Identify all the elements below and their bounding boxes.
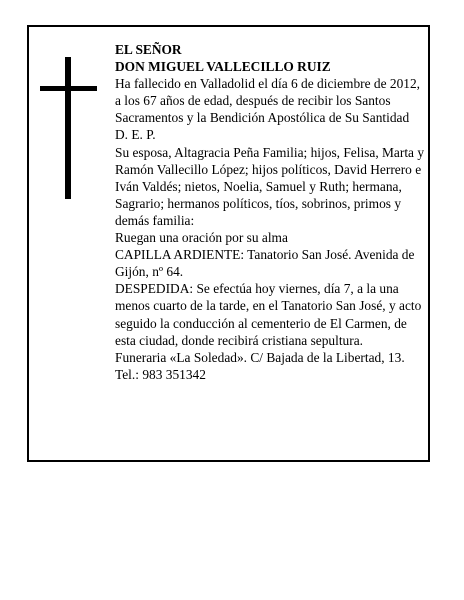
notice-title: EL SEÑOR (115, 42, 182, 57)
prayer-request: Ruegan una oración por su alma (115, 230, 288, 246)
cross-horizontal-bar (40, 86, 97, 91)
notice-text (115, 41, 425, 383)
cross-vertical-bar (65, 57, 71, 199)
rest-in-peace: D. E. P. (115, 127, 156, 143)
death-announcement: Ha fallecido en Valladolid el día 6 de diciembre de 2012, a los 67 años de edad, después de recibir los Santos Sacramentos y la Bendición Apostólica de Su Santidad (115, 76, 421, 126)
cross-icon (29, 27, 89, 227)
family-list: Su esposa, Altagracia Peña Familia; hijos, Felisa, Marta y Ramón Vallecillo López; hijos políticos, David Herrero e Iván Valdés; nietos, Noelia, Samuel y Ruth; hermana, Sagrario; hermanos políticos, tíos, sobrinos, primos y demás familia: (115, 144, 425, 228)
chapel-info: CAPILLA ARDIENTE: Tanatorio San José. Avenida de Gijón, nº 64. (115, 247, 415, 280)
deceased-name: DON MIGUEL VALLECILLO RUIZ (115, 59, 331, 75)
funeral-home-info: Funeraria «La Soledad». C/ Bajada de la Libertad, 13. Tel.: 983 351342 (115, 349, 405, 382)
obituary-notice (27, 25, 430, 462)
farewell-info: DESPEDIDA: Se efectúa hoy viernes, día 7, a la una menos cuarto de la tarde, en el Tanatorio San José, y acto seguido la conducción al cementerio de El Carmen, de esta ciudad, donde recibirá cristiana sepultura. (115, 281, 422, 348)
